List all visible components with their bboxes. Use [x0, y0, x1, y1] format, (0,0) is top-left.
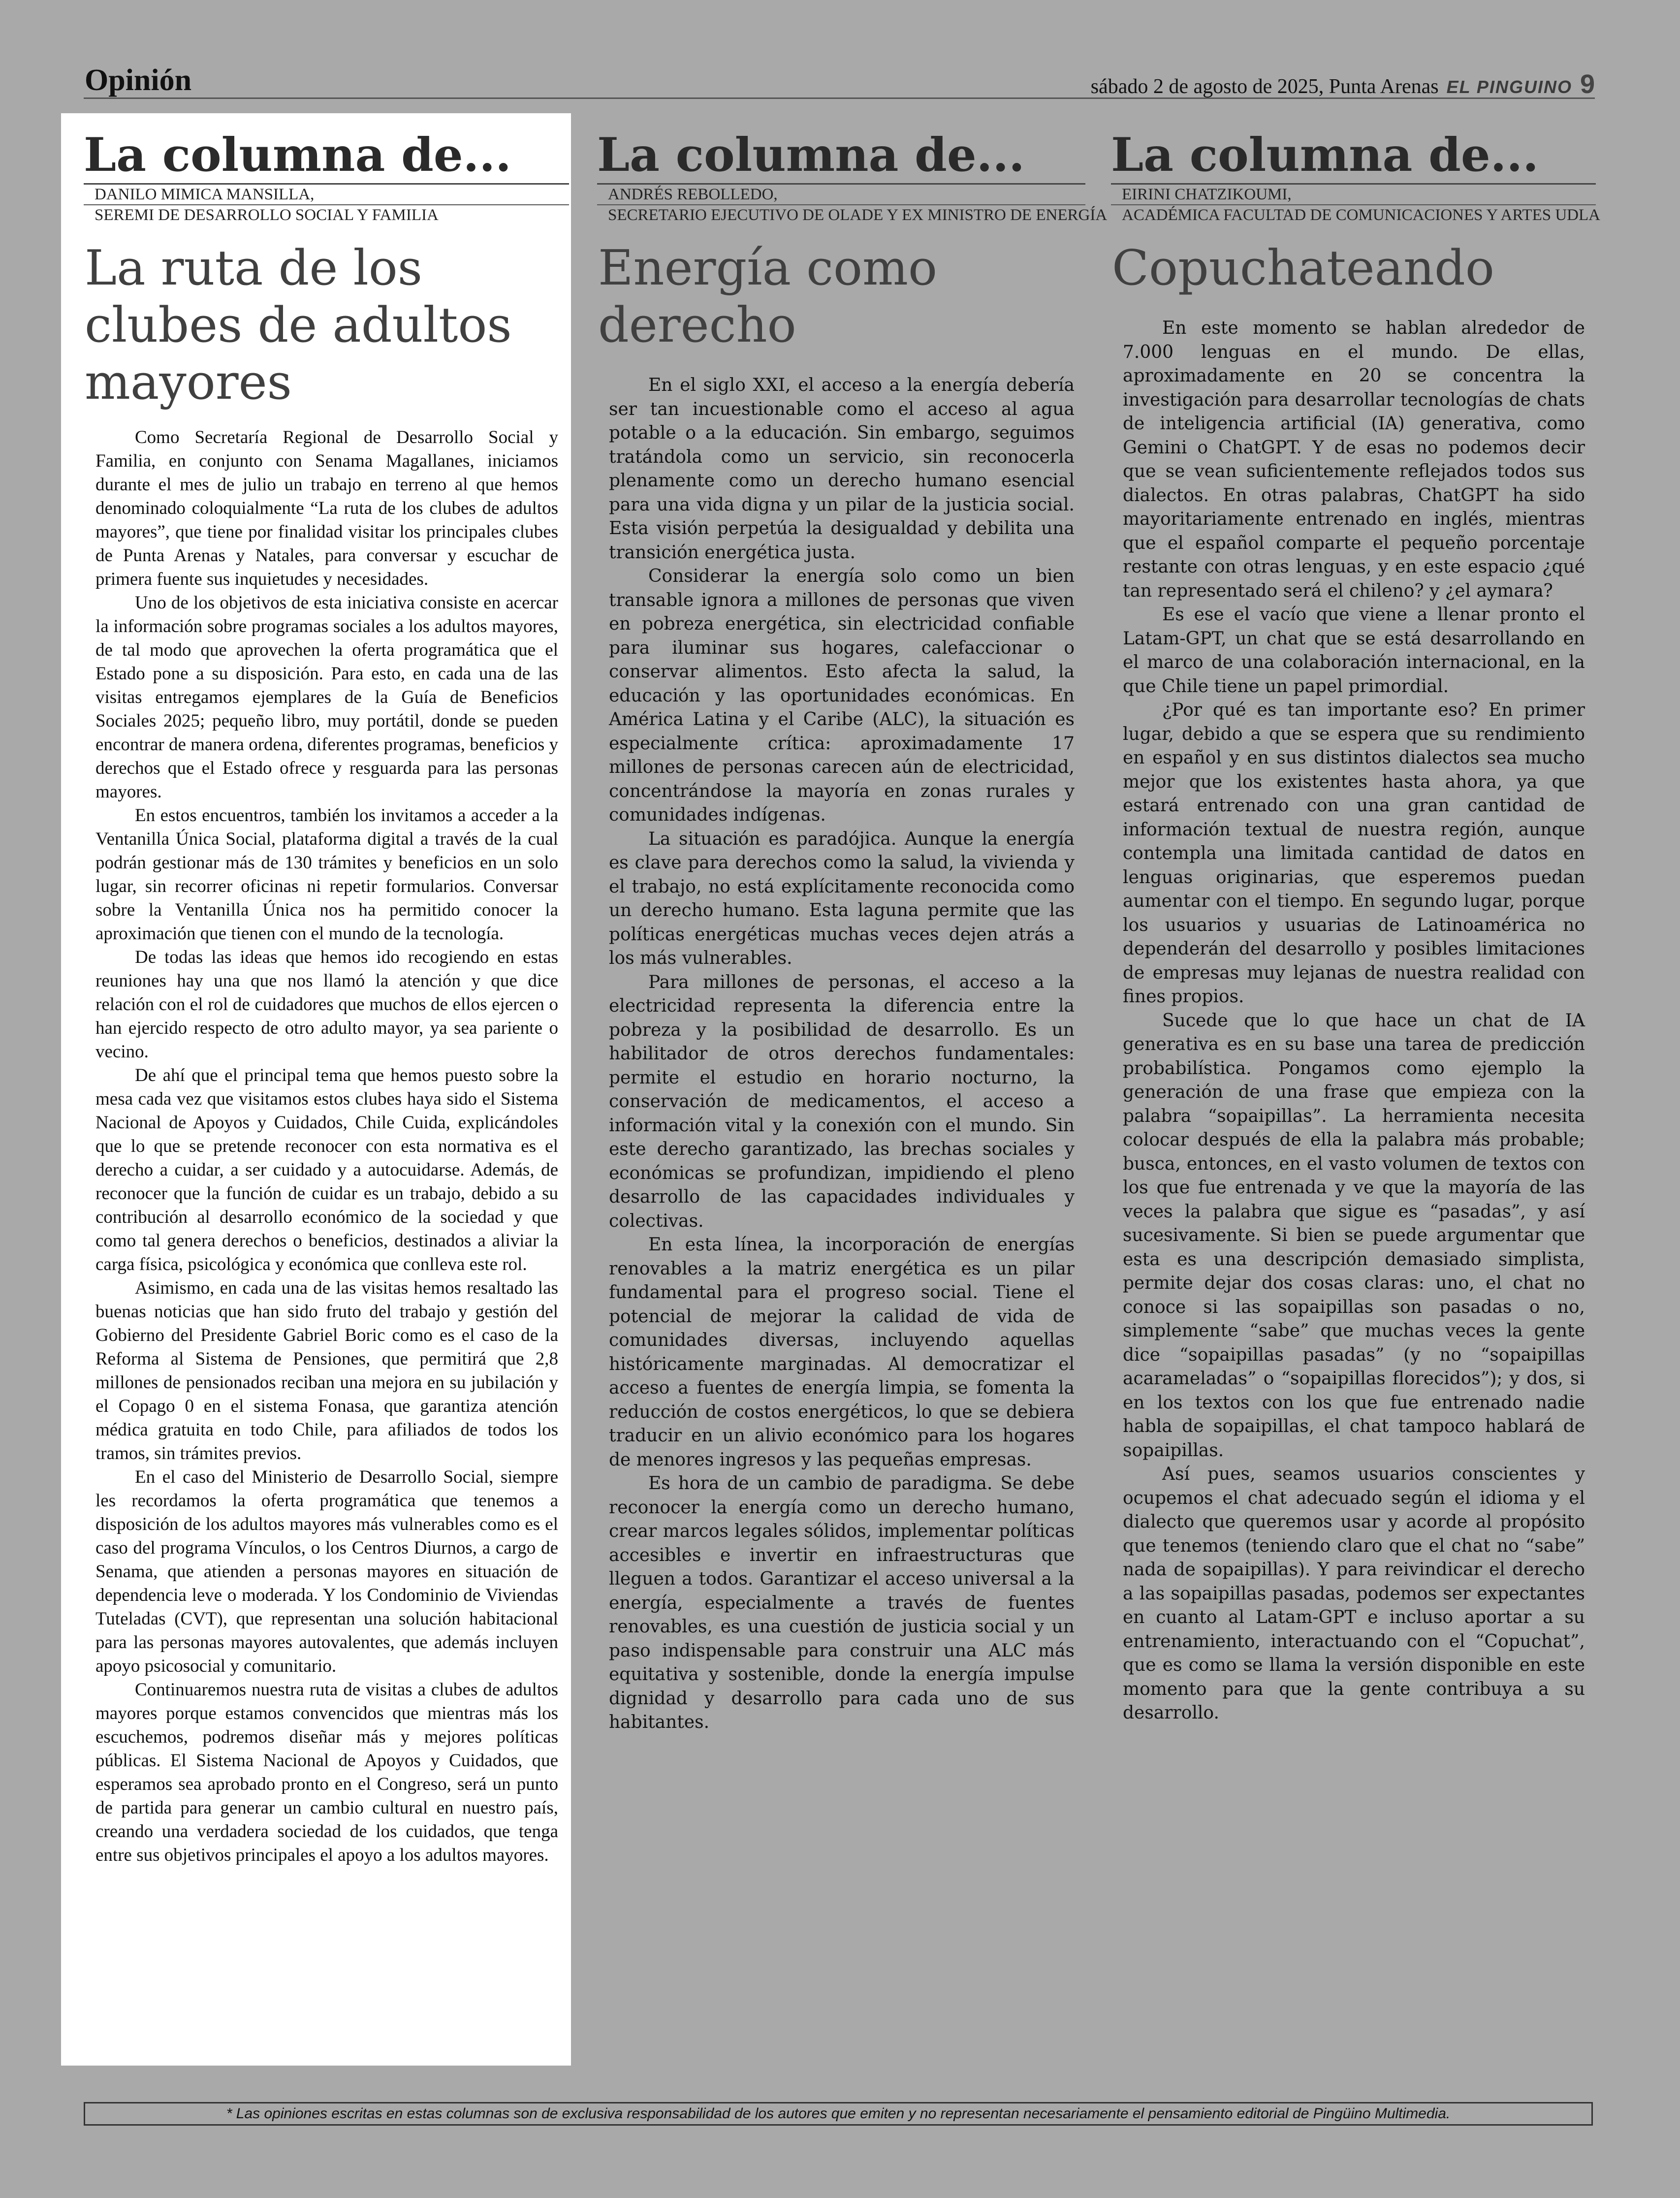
paragraph: En el siglo XXI, el acceso a la energía debería ser tan incuestionable como el acceso al agua potable o a la educación. Sin embargo, seguimos tratándola como un servicio, sin reconocerla plenamente como un derecho humano esencial para una vida digna y un pilar de la justicia social. Esta visión perpetúa la desigualdad y debilita una transición energética justa.: [609, 375, 1075, 563]
disclaimer: * Las opiniones escritas en estas columnas son de exclusiva responsabilidad de los autores que emiten y no representan necesariamente el pensamiento editorial de Pingüino Multimedia.: [84, 2102, 1593, 2126]
header-right: [1091, 69, 1595, 99]
article-body: [1111, 317, 1596, 1725]
article-headline: Energía como derecho: [598, 240, 937, 353]
page-header: [84, 59, 1595, 99]
paragraph: Como Secretaría Regional de Desarrollo Social y Familia, en conjunto con Senama Magallanes, iniciamos durante el mes de julio un trabajo en terreno al que hemos denominado coloquialmente “La ruta de los clubes de adultos mayores”, que tiene por finalidad visitar los principales clubes de Punta Arenas y Natales, para conversar y escuchar de primera fuente sus inquietudes y necesidades.: [95, 427, 558, 589]
paragraph: Uno de los objetivos de esta iniciativa consiste en acercar la información sobre programas sociales a los adultos mayores, de tal modo que aprovechen la oferta programática que el Estado pone a su disposición. Para esto, en cada una de las visitas entregamos ejemplares de la Guía de Beneficios Sociales 2025; pequeño libro, muy portátil, donde se pueden encontrar de manera ordena, diferentes programas, beneficios y derechos que el Estado ofrece y resguarda para las personas mayores.: [95, 593, 558, 802]
paragraph: Para millones de personas, el acceso a la electricidad representa la diferencia entre la pobreza y la posibilidad de desarrollo. Es un habilitador de otros derechos fundamentales: permite el estudio en horario nocturno, la conservación de medicamentos, el acceso a información vital y la conexión con el mundo. Sin este derecho garantizado, las brechas sociales y económicas se profundizan, impidiendo el pleno desarrollo de las capacidades individuales y colectivas.: [609, 972, 1075, 1231]
article-body: [84, 426, 569, 1867]
author-role: SEREMI DE DESARROLLO SOCIAL Y FAMILIA: [95, 206, 439, 224]
paragraph: Asimismo, en cada una de las visitas hemos resaltado las buenas noticias que han sido fruto del trabajo y gestión del Gobierno del Presidente Gabriel Boric como es el caso de la Reforma al Sistema de Pensiones, que permitirá que 2,8 millones de pensionados reciban una mejora en su jubilación y el Copago 0 en el sistema Fonasa, que garantiza atención médica gratuita en todo Chile, para afiliados de todos los tramos, sin trámites previos.: [95, 1278, 558, 1464]
paragraph: En el caso del Ministerio de Desarrollo Social, siempre les recordamos la oferta programática que tenemos a disposición de los adultos mayores más vulnerables como es el caso del programa Vínculos, o los Centros Diurnos, a cargo de Senama, que atienden a personas mayores en situación de dependencia leve o moderada. Y los Condominio de Viviendas Tuteladas (CVT), que representan una solución habitacional para las personas mayores autovalentes, que además incluyen apoyo psicosocial y comunitario.: [95, 1467, 558, 1676]
author-role: SECRETARIO EJECUTIVO DE OLADE Y EX MINISTRO DE ENERGÍA: [608, 206, 1108, 224]
paragraph: La situación es paradójica. Aunque la energía es clave para derechos como la salud, la vivienda y el trabajo, no está explícitamente reconocida como un derecho humano. Esta laguna permite que las políticas energéticas muchas veces dejen atrás a los más vulnerables.: [609, 828, 1075, 968]
paragraph: En este momento se hablan alrededor de 7.000 lenguas en el mundo. De ellas, aproximadamente en 20 se concentra la investigación para desarrollar tecnologías de chats de inteligencia artificial (IA) generativa, como Gemini o ChatGPT. Y de esas no podemos decir que se vean suficientemente reflejados todos sus dialectos. En otras palabras, ChatGPT ha sido mayoritariamente entrenado en inglés, mientras que el español comparte el pequeño porcentaje restante con otras lenguas, y en este espacio ¿qué tan representado será el chileno? y ¿el aymara?: [1123, 318, 1585, 601]
paragraph: ¿Por qué es tan importante eso? En primer lugar, debido a que se espera que su rendimiento en español y en sus distintos dialectos sea mucho mejor que los existentes hasta ahora, ya que estará entrenado con una gran cantidad de información textual de nuestra región, aunque contempla una limitada cantidad de datos en lenguas originarias, que esperemos puedan aumentar con el tiempo. En segundo lugar, porque los usuarios y usuarias de Latinoamérica no dependerán del desarrollo y posibles limitaciones de empresas muy lejanas de nuestra realidad con fines propios.: [1123, 700, 1585, 1007]
paragraph: En estos encuentros, también los invitamos a acceder a la Ventanilla Única Social, plataforma digital a través de la cual podrán gestionar más de 130 trámites y beneficios en un solo lugar, sin recorrer oficinas ni repetir formularios. Conversar sobre la Ventanilla Única nos ha permitido conocer la aproximación que tienen con el mundo de la tecnología.: [95, 805, 558, 944]
author-name: DANILO MIMICA MANSILLA,: [84, 185, 569, 205]
author-name: ANDRÉS REBOLLEDO,: [597, 185, 1085, 205]
paragraph: De todas las ideas que hemos ido recogiendo en estas reuniones hay una que nos llamó la atención y que dice relación con el rol de cuidadores que muchos de ellos ejercen o han ejercido respecto de otro adulto mayor, ya sea pariente o vecino.: [95, 947, 558, 1062]
section-title: Opinión: [85, 64, 192, 97]
column-1: [84, 128, 569, 1867]
dateline: sábado 2 de agosto de 2025, Punta Arenas: [1090, 75, 1439, 98]
paragraph: Es hora de un cambio de paradigma. Se debe reconocer la energía como un derecho humano, crear marcos legales sólidos, implementar políticas accesibles e invertir en infraestructuras que lleguen a todos. Garantizar el acceso universal a la energía, especialmente a través de fuentes renovables, es una cuestión de justicia social y un paso indispensable para construir una ALC más equitativa y sostenible, donde la energía impulse dignidad y desarrollo para cada uno de sus habitantes.: [609, 1473, 1075, 1732]
paragraph: Considerar la energía solo como un bien transable ignora a millones de personas que viven en pobreza energética, sin electricidad confiable para iluminar sus hogares, calefaccionar o conservar alimentos. Esto afecta la salud, la educación y las oportunidades económicas. En América Latina y el Caribe (ALC), la situación es especialmente crítica: aproximadamente 17 millones de personas carecen aún de electricidad, concentrándose la mayoría en zonas rurales y comunidades indígenas.: [609, 566, 1075, 825]
column-kicker: La columna de...: [597, 128, 1085, 185]
newspaper-logo: EL PINGUINO: [1446, 77, 1572, 97]
paragraph: De ahí que el principal tema que hemos puesto sobre la mesa cada vez que visitamos estos clubes haya sido el Sistema Nacional de Apoyos y Cuidados, Chile Cuida, explicándoles que lo que se pretende reconocer con esta normativa es el derecho a cuidar, a ser cuidado y a autocuidarse. Además, de reconocer que la función de cuidar es un trabajo, debido a su contribución al desarrollo económico de la sociedad y que como tal genera derechos o beneficios, destinados a aliviar la carga física, psicológica y económica que conlleva este rol.: [95, 1065, 558, 1274]
article-headline: La ruta de los clubes de adultos mayores: [85, 240, 512, 411]
paragraph: En esta línea, la incorporación de energías renovables a la matriz energética es un pilar fundamental para el progreso social. Tiene el potencial de mejorar la calidad de vida de comunidades diversas, incluyendo aquellas históricamente marginadas. Al democratizar el acceso a fuentes de energía limpia, se fomenta la reducción de costos energéticos, lo que se debiera traducir en un alivio económico para los hogares de menores ingresos y las pequeñas empresas.: [609, 1235, 1075, 1470]
page-number: 9: [1580, 69, 1595, 99]
article-headline: Copuchateando: [1112, 240, 1494, 296]
author-name: EIRINI CHATZIKOUMI,: [1111, 185, 1596, 205]
column-3: [1111, 128, 1600, 1725]
column-kicker: La columna de...: [1111, 128, 1596, 185]
author-role: ACADÉMICA FACULTAD DE COMUNICACIONES Y ARTES UDLA: [1122, 206, 1600, 224]
paragraph: Continuaremos nuestra ruta de visitas a clubes de adultos mayores porque estamos convencidos que mientras más los escuchemos, podremos diseñar más y mejores políticas públicas. El Sistema Nacional de Apoyos y Cuidados, que esperamos sea aprobado pronto en el Congreso, será un punto de partida para generar un cambio cultural en nuestro país, creando una verdadera sociedad de los cuidados, que tenga entre sus objetivos principales el apoyo a los adultos mayores.: [95, 1680, 558, 1865]
paragraph: Así pues, seamos usuarios conscientes y ocupemos el chat adecuado según el idioma y el dialecto que queremos usar y acorde al propósito que tenemos (teniendo claro que el chat no “sabe” nada de sopaipillas). Y para reivindicar el derecho a las sopaipillas pasadas, podemos ser expectantes en cuanto al Latam-GPT e incluso aportar a su entrenamiento, interactuando con el “Copuchat”, que es como se llama la versión disponible en este momento para que la gente contribuya a su desarrollo.: [1123, 1464, 1585, 1723]
paragraph: Sucede que lo que hace un chat de IA generativa es en su base una tarea de predicción probabilística. Pongamos como ejemplo la generación de una frase que empieza con la palabra “sopaipillas”. La herramienta necesita colocar después de ella la palabra más probable; busca, entonces, en el vasto volumen de textos con los que fue entrenada y ve que la mayoría de las veces la palabra que sigue es “pasadas”, y así sucesivamente. Si bien se puede argumentar que esta es una descripción demasiado simplista, permite dejar dos cosas claras: uno, el chat no conoce si las sopaipillas son pasadas o no, simplemente “sabe” que muchas veces la gente dice “sopaipillas pasadas” (y no “sopaipillas acarameladas” o “sopaipillas florecidos”); y dos, si en los textos con los que fue entrenado nadie habla de sopaipillas, el chat tampoco hablará de sopaipillas.: [1123, 1010, 1585, 1461]
article-body: [597, 374, 1085, 1735]
paragraph: Es ese el vacío que viene a llenar pronto el Latam-GPT, un chat que se está desarrollando en el marco de una colaboración internacional, en la que Chile tiene un papel primordial.: [1123, 605, 1585, 697]
column-kicker: La columna de...: [84, 128, 569, 185]
column-2: [597, 128, 1108, 1735]
